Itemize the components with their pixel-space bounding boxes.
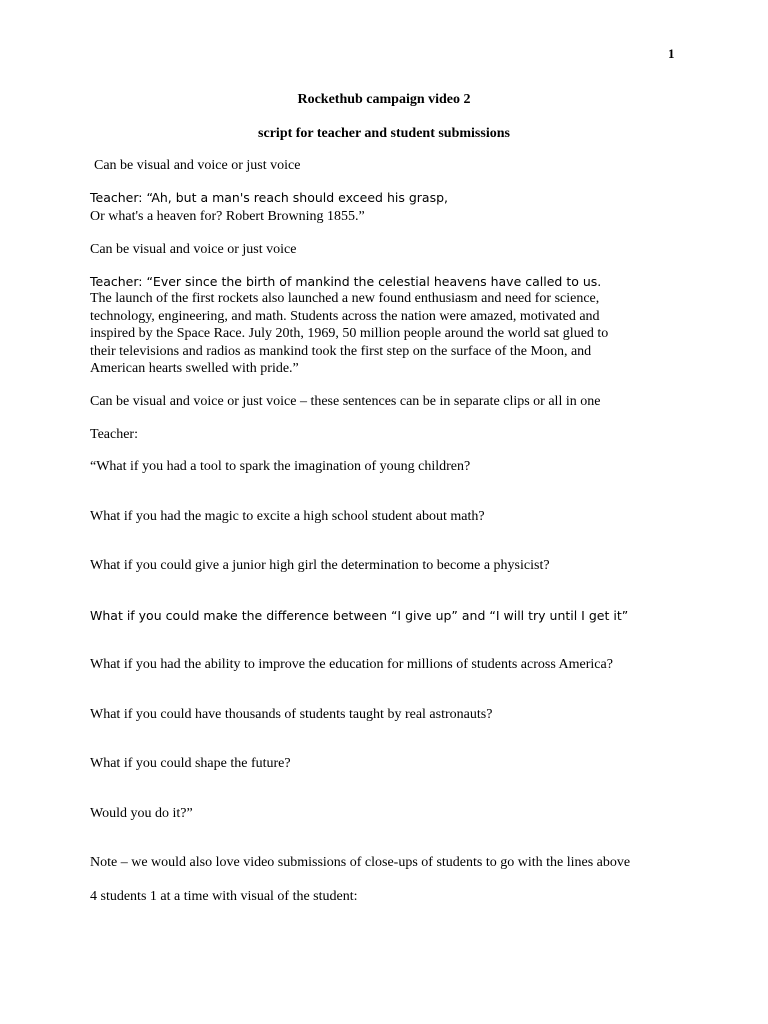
teacher-quote-line: inspired by the Space Race. July 20th, 1969, 50 million people around the world sat glued to	[90, 326, 609, 341]
teacher-quote-line: The launch of the first rockets also launched a new found enthusiasm and need for science,	[90, 291, 600, 306]
script-question: “What if you had a tool to spark the imagination of young children?	[90, 459, 471, 474]
page-number: 1	[668, 46, 675, 61]
script-question: What if you had the magic to excite a high school student about math?	[90, 509, 485, 524]
teacher-quote-line: technology, engineering, and math. Students across the nation were amazed, motivated and	[90, 309, 600, 324]
speaker-label: Teacher:	[90, 427, 138, 442]
direction-note: Note – we would also love video submissions of close-ups of students to go with the lines above	[90, 855, 631, 870]
script-question: What if you had the ability to improve the education for millions of students across America?	[90, 657, 613, 672]
script-question: What if you could have thousands of students taught by real astronauts?	[90, 707, 493, 722]
document-subtitle: script for teacher and student submissions	[258, 126, 510, 141]
direction-note: Can be visual and voice or just voice – these sentences can be in separate clips or all in one	[90, 394, 601, 409]
direction-note: Can be visual and voice or just voice	[94, 158, 301, 173]
document-title: Rockethub campaign video 2	[297, 92, 471, 107]
script-question: What if you could shape the future?	[90, 756, 291, 771]
direction-note: Can be visual and voice or just voice	[90, 242, 297, 257]
teacher-quote-line: American hearts swelled with pride.”	[90, 361, 299, 376]
teacher-quote-line: Or what's a heaven for? Robert Browning 1855.”	[90, 209, 365, 224]
teacher-quote-line: Teacher: “Ever since the birth of mankind the celestial heavens have called to us.	[90, 274, 602, 289]
script-question: Would you do it?”	[90, 806, 193, 821]
script-question: What if you could make the difference between “I give up” and “I will try until I get it”	[90, 608, 629, 623]
script-question: What if you could give a junior high girl the determination to become a physicist?	[90, 558, 550, 573]
teacher-quote-line: their televisions and radios as mankind took the first step on the surface of the Moon, and	[90, 344, 592, 359]
teacher-quote-line: Teacher: “Ah, but a man's reach should exceed his grasp,	[90, 190, 448, 205]
direction-note: 4 students 1 at a time with visual of the student:	[90, 889, 358, 904]
